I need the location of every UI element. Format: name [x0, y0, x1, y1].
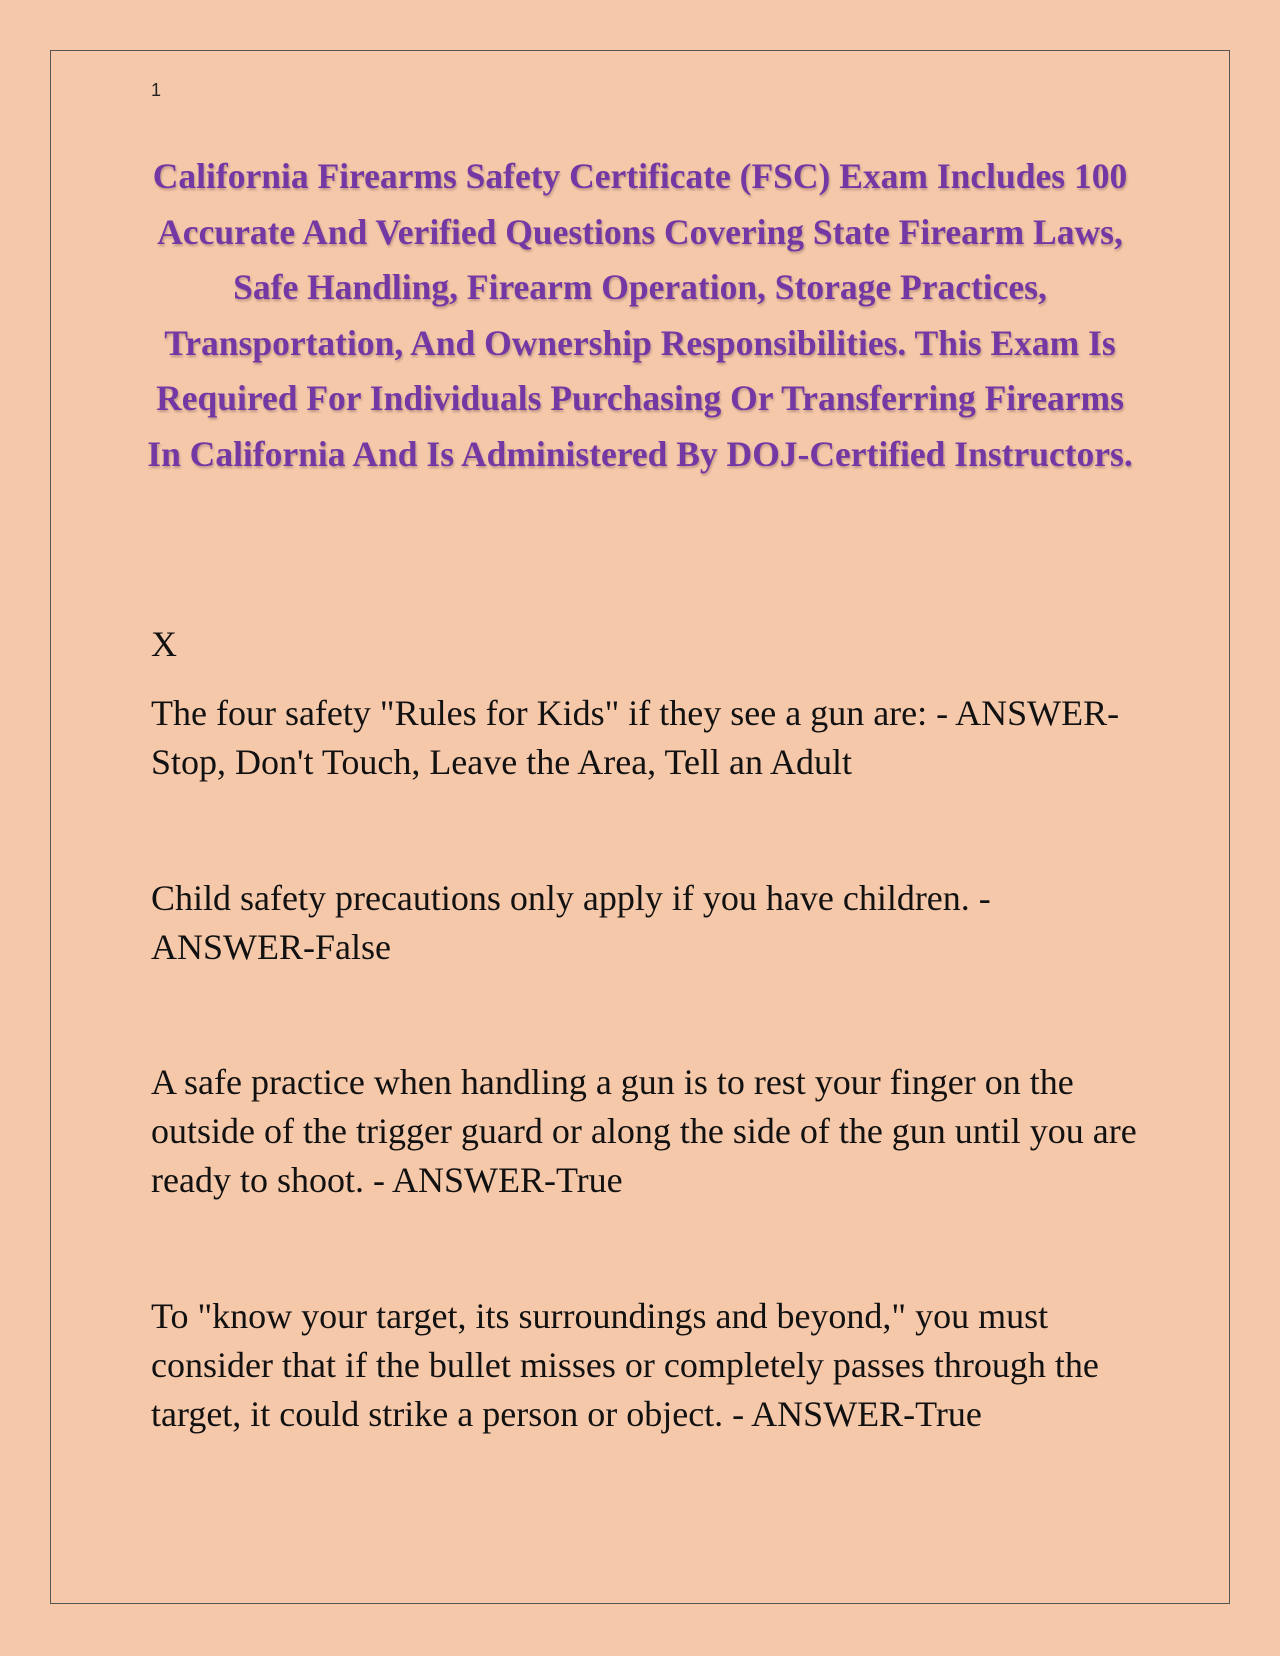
qa-item: A safe practice when handling a gun is to rest your finger on the outside of the trigger guard or along the side of the gun until you are ready to shoot. - ANSWER-True: [151, 1062, 1137, 1200]
page-number: 1: [151, 80, 162, 100]
qa-item: The four safety "Rules for Kids" if they see a gun are: - ANSWER-Stop, Don't Touch, Leave the Area, Tell an Adult: [151, 693, 1120, 782]
qa-item: To "know your target, its surroundings and beyond," you must consider that if the bullet misses or completely passes through the target, it could strike a person or object. - ANSWER-True: [151, 1296, 1099, 1434]
qa-item: Child safety precautions only apply if you have children. - ANSWER-False: [151, 878, 991, 967]
section-marker: X: [151, 624, 177, 664]
document-title: California Firearms Safety Certificate (FSC) Exam Includes 100 Accurate And Verified Questions Covering State Firearm Laws, Safe Handling, Firearm Operation, Storage Practices, Transportation, And Ownership Responsibilities. This Exam Is Required For Individuals Purchasing Or Transferring Firearms In California And Is Administered By DOJ-Certified Instructors.: [147, 156, 1133, 474]
